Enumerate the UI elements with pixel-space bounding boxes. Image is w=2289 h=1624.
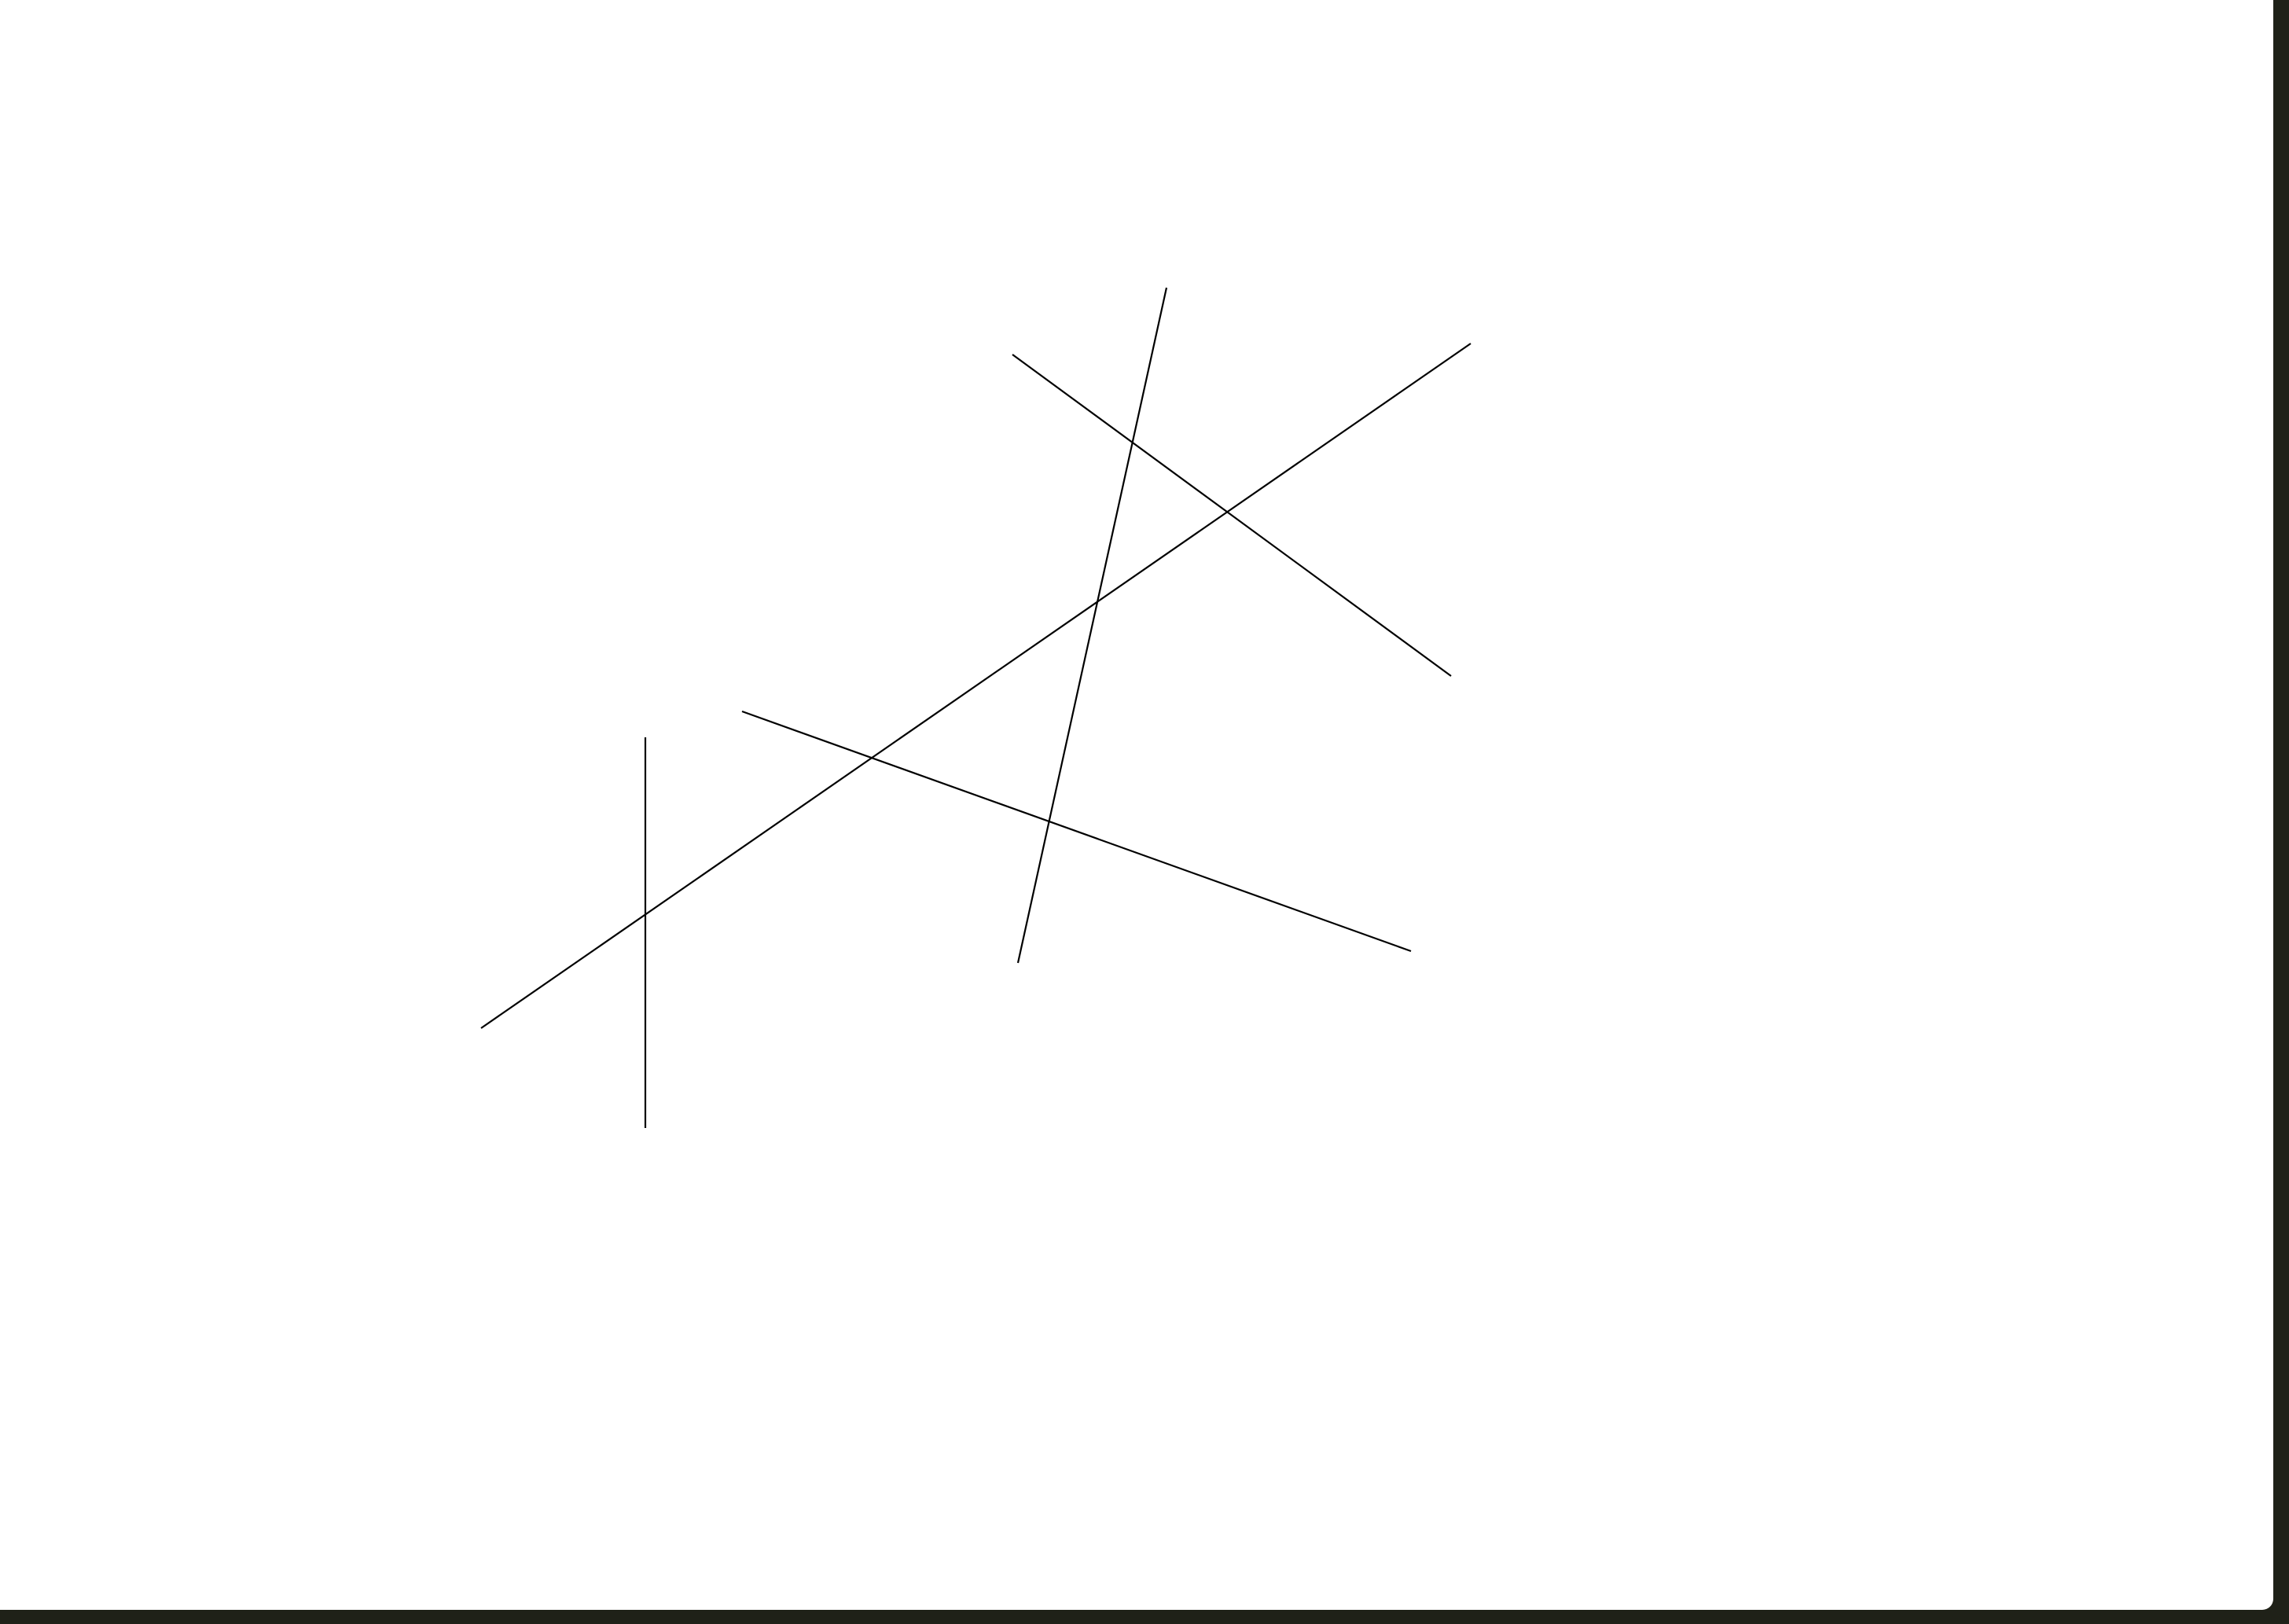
long-diagonal-line [481, 344, 1471, 1028]
lower-descending-line [742, 711, 1411, 951]
steep-line [1018, 288, 1167, 963]
